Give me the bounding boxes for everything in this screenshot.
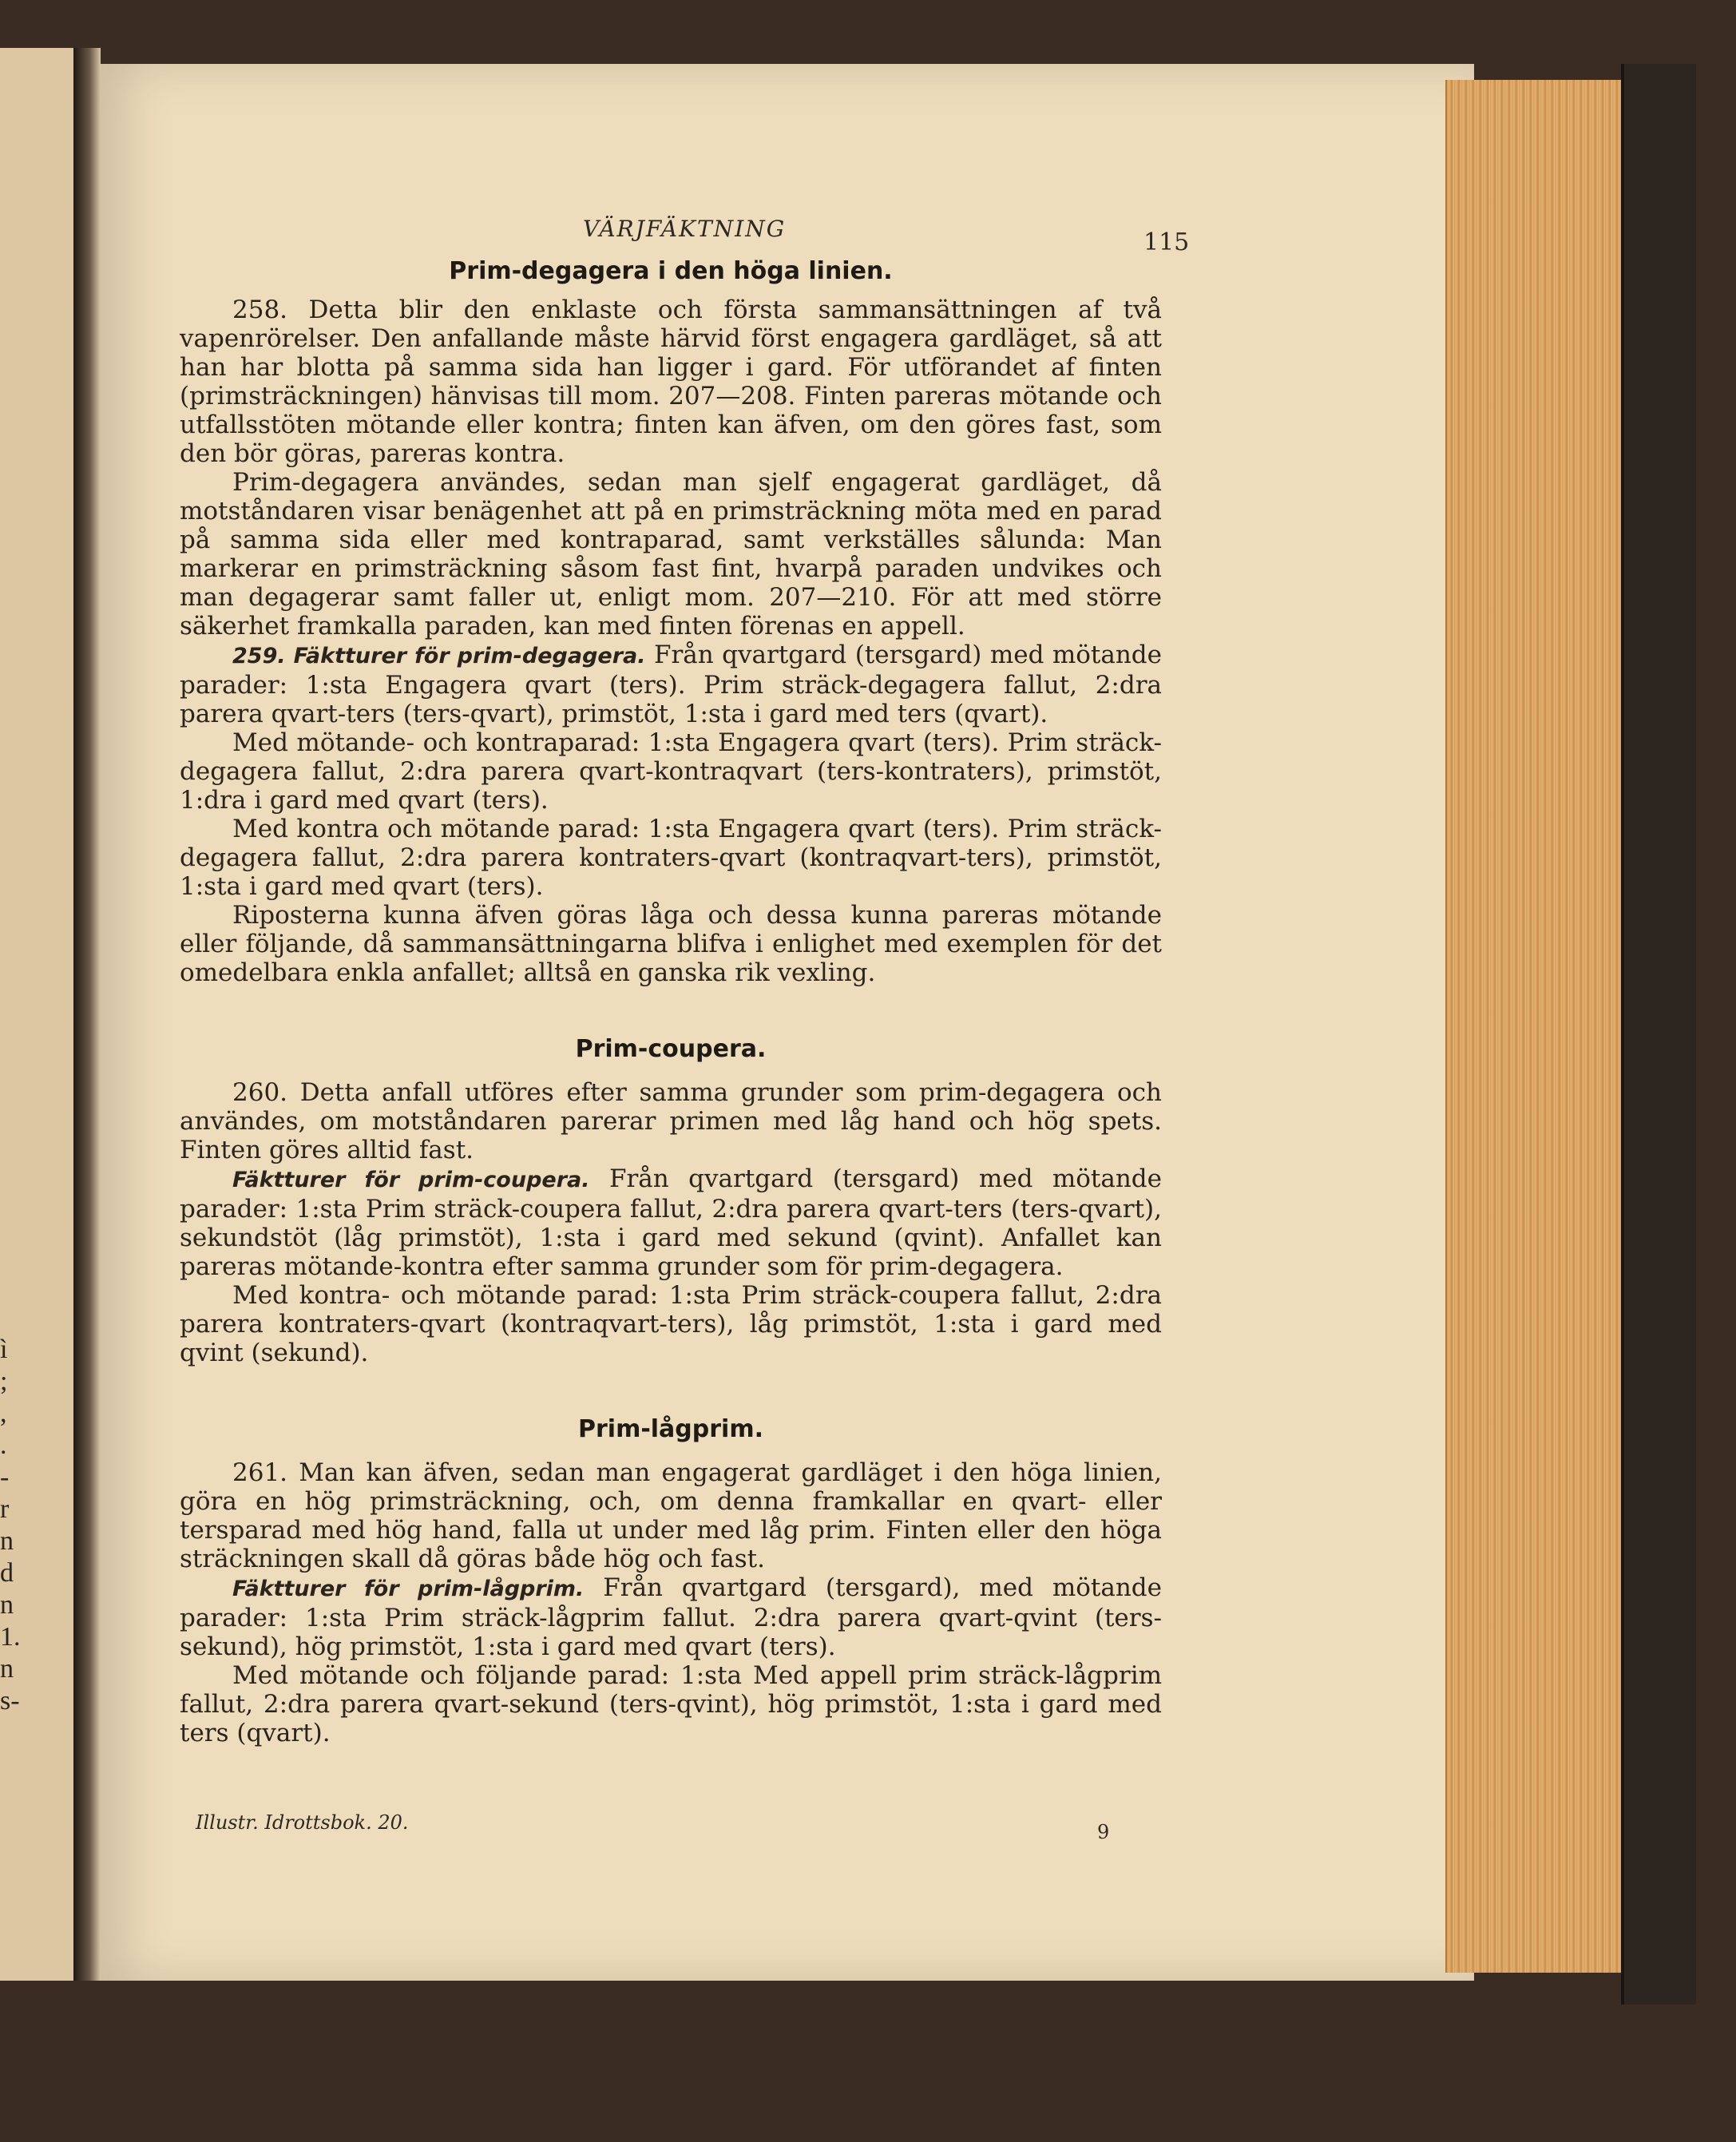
paragraph bbox=[180, 901, 1162, 987]
book-gutter bbox=[73, 48, 101, 1981]
book-cover bbox=[1621, 64, 1696, 2005]
paragraph-text: 258. Detta blir den enklaste och första sammansättningen af två vapenrörelser. Den anfallande måste härvid först engagera gardläget, så att han har blotta på samma sida han ligger i gard. För utförandet af finten (primsträckningen) hänvisas till mom. 207—208. Finten pareras mötande och utfallsstöten mötande eller kontra; finten kan äfven, om den göres fast, som den bör göras, pareras kontra. bbox=[180, 296, 1162, 468]
paragraph bbox=[180, 1458, 1162, 1573]
margin-char: s- bbox=[0, 1686, 20, 1716]
margin-char: n bbox=[0, 1590, 14, 1620]
paragraph bbox=[180, 1281, 1162, 1367]
paragraph-lead: Fäktturer för prim-lågprim. bbox=[232, 1577, 585, 1601]
margin-char: n bbox=[0, 1526, 14, 1556]
left-page-edge bbox=[0, 48, 76, 1981]
page-edges bbox=[1445, 80, 1631, 1973]
paragraph-text: Från qvartgard (tersgard) med mötande parader: 1:sta Engagera qvart (ters). Prim sträck-degagera fallut, 2:dra parera qvart-ters (ters-qvart), primstöt, 1:sta i gard med ters (qvart). bbox=[180, 641, 1162, 728]
page-content bbox=[180, 208, 1162, 1747]
left-page-margin-chars bbox=[0, 1334, 32, 1717]
paragraph-text: Med kontra- och mötande parad: 1:sta Prim sträck-coupera fallut, 2:dra parera kontraters-qvart (kontraqvart-ters), låg primstöt, 1:sta i gard med qvint (sekund). bbox=[180, 1281, 1162, 1367]
paragraph bbox=[180, 1164, 1162, 1281]
running-head: VÄRJFÄKTNING bbox=[583, 216, 787, 242]
margin-char: r bbox=[0, 1494, 10, 1524]
margin-char: . bbox=[0, 1430, 7, 1460]
paragraph-text: Med kontra och mötande parad: 1:sta Engagera qvart (ters). Prim sträck-degagera fallut, 2:dra parera kontraters-qvart (kontraqvart-ters), primstöt, 1:sta i gard med qvart (ters). bbox=[180, 815, 1162, 901]
paragraph-text: Prim-degagera användes, sedan man sjelf engagerat gardläget, då motståndaren visar benägenhet att på en primsträckning möta med en parad på samma sida eller med kontraparad, samt verkställes sålunda: Man markerar en primsträckning såsom fast fint, hvarpå paraden undvikes och man degagerar samt faller ut, enligt mom. 207—210. För att med större säkerhet framkalla paraden, kan med finten förenas en appell. bbox=[180, 468, 1162, 641]
section-heading: Prim-lågprim. bbox=[578, 1415, 763, 1443]
paragraph bbox=[180, 641, 1162, 728]
footer-publication: Illustr. Idrottsbok. 20. bbox=[196, 1811, 409, 1834]
paragraph-text: 261. Man kan äfven, sedan man engagerat gardläget i den höga linien, göra en hög primsträckning, och, om denna framkallar en qvart- eller tersparad med hög hand, falla ut under med låg prim. Finten eller den höga sträckningen skall då göras både hög och fast. bbox=[180, 1458, 1162, 1573]
paragraph-text: Från qvartgard (tersgard) med mötande parader: 1:sta Prim sträck-coupera fallut, 2:dra parera qvart-ters (ters-qvart), sekundstöt (låg primstöt), 1:sta i gard med sekund (qvint). Anfallet kan pareras mötande-kontra efter samma grunder som för prim-degagera. bbox=[180, 1164, 1163, 1281]
paragraph-text: Från qvartgard (tersgard), med mötande parader: 1:sta Prim sträck-lågprim fallut. 2:dra parera qvart-qvint (ters-sekund), hög primstöt, 1:sta i gard med qvart (ters). bbox=[180, 1573, 1162, 1661]
paragraph bbox=[180, 815, 1162, 901]
paragraph-text: Riposterna kunna äfven göras låga och dessa kunna pareras mötande eller följande, då sammansättningarna blifva i enlighet med exemplen för det omedelbara enkla anfallet; alltså en ganska rik vexling. bbox=[180, 901, 1162, 987]
margin-char: - bbox=[0, 1462, 10, 1492]
margin-char: ì bbox=[0, 1335, 8, 1364]
margin-char: ; bbox=[0, 1367, 8, 1396]
paragraph-lead: Fäktturer för prim-coupera. bbox=[232, 1168, 590, 1192]
section-heading: Prim-coupera. bbox=[575, 1035, 767, 1063]
paragraph-lead: 259. Fäktturer för prim-degagera. bbox=[232, 644, 646, 668]
paragraph bbox=[180, 728, 1162, 815]
paragraph bbox=[180, 296, 1162, 468]
paragraph bbox=[180, 468, 1162, 641]
page-number: 115 bbox=[1143, 228, 1190, 256]
paragraph-text: 260. Detta anfall utföres efter samma grunder som prim-degagera och användes, om motståndaren parerar primen med låg hand och hög spets. Finten göres alltid fast. bbox=[180, 1078, 1162, 1164]
paragraph-text: Med mötande och följande parad: 1:sta Med appell prim sträck-lågprim fallut, 2:dra parera qvart-sekund (ters-qvint), hög primstöt, 1:sta i gard med ters (qvart). bbox=[180, 1661, 1162, 1747]
margin-char: n bbox=[0, 1654, 14, 1684]
paragraph-text: Med mötande- och kontraparad: 1:sta Engagera qvart (ters). Prim sträck-degagera fallut, 2:dra parera qvart-kontraqvart (ters-kontraters), primstöt, 1:dra i gard med qvart (ters). bbox=[180, 728, 1162, 815]
margin-char: d bbox=[0, 1558, 14, 1588]
margin-char: 1. bbox=[0, 1622, 21, 1652]
paragraph bbox=[180, 1573, 1162, 1661]
margin-char: , bbox=[0, 1398, 7, 1428]
paragraph bbox=[180, 1078, 1162, 1164]
paragraph bbox=[180, 1661, 1162, 1747]
footer-signature-mark: 9 bbox=[1097, 1821, 1110, 1843]
section-heading: Prim-degagera i den höga linien. bbox=[449, 257, 893, 285]
